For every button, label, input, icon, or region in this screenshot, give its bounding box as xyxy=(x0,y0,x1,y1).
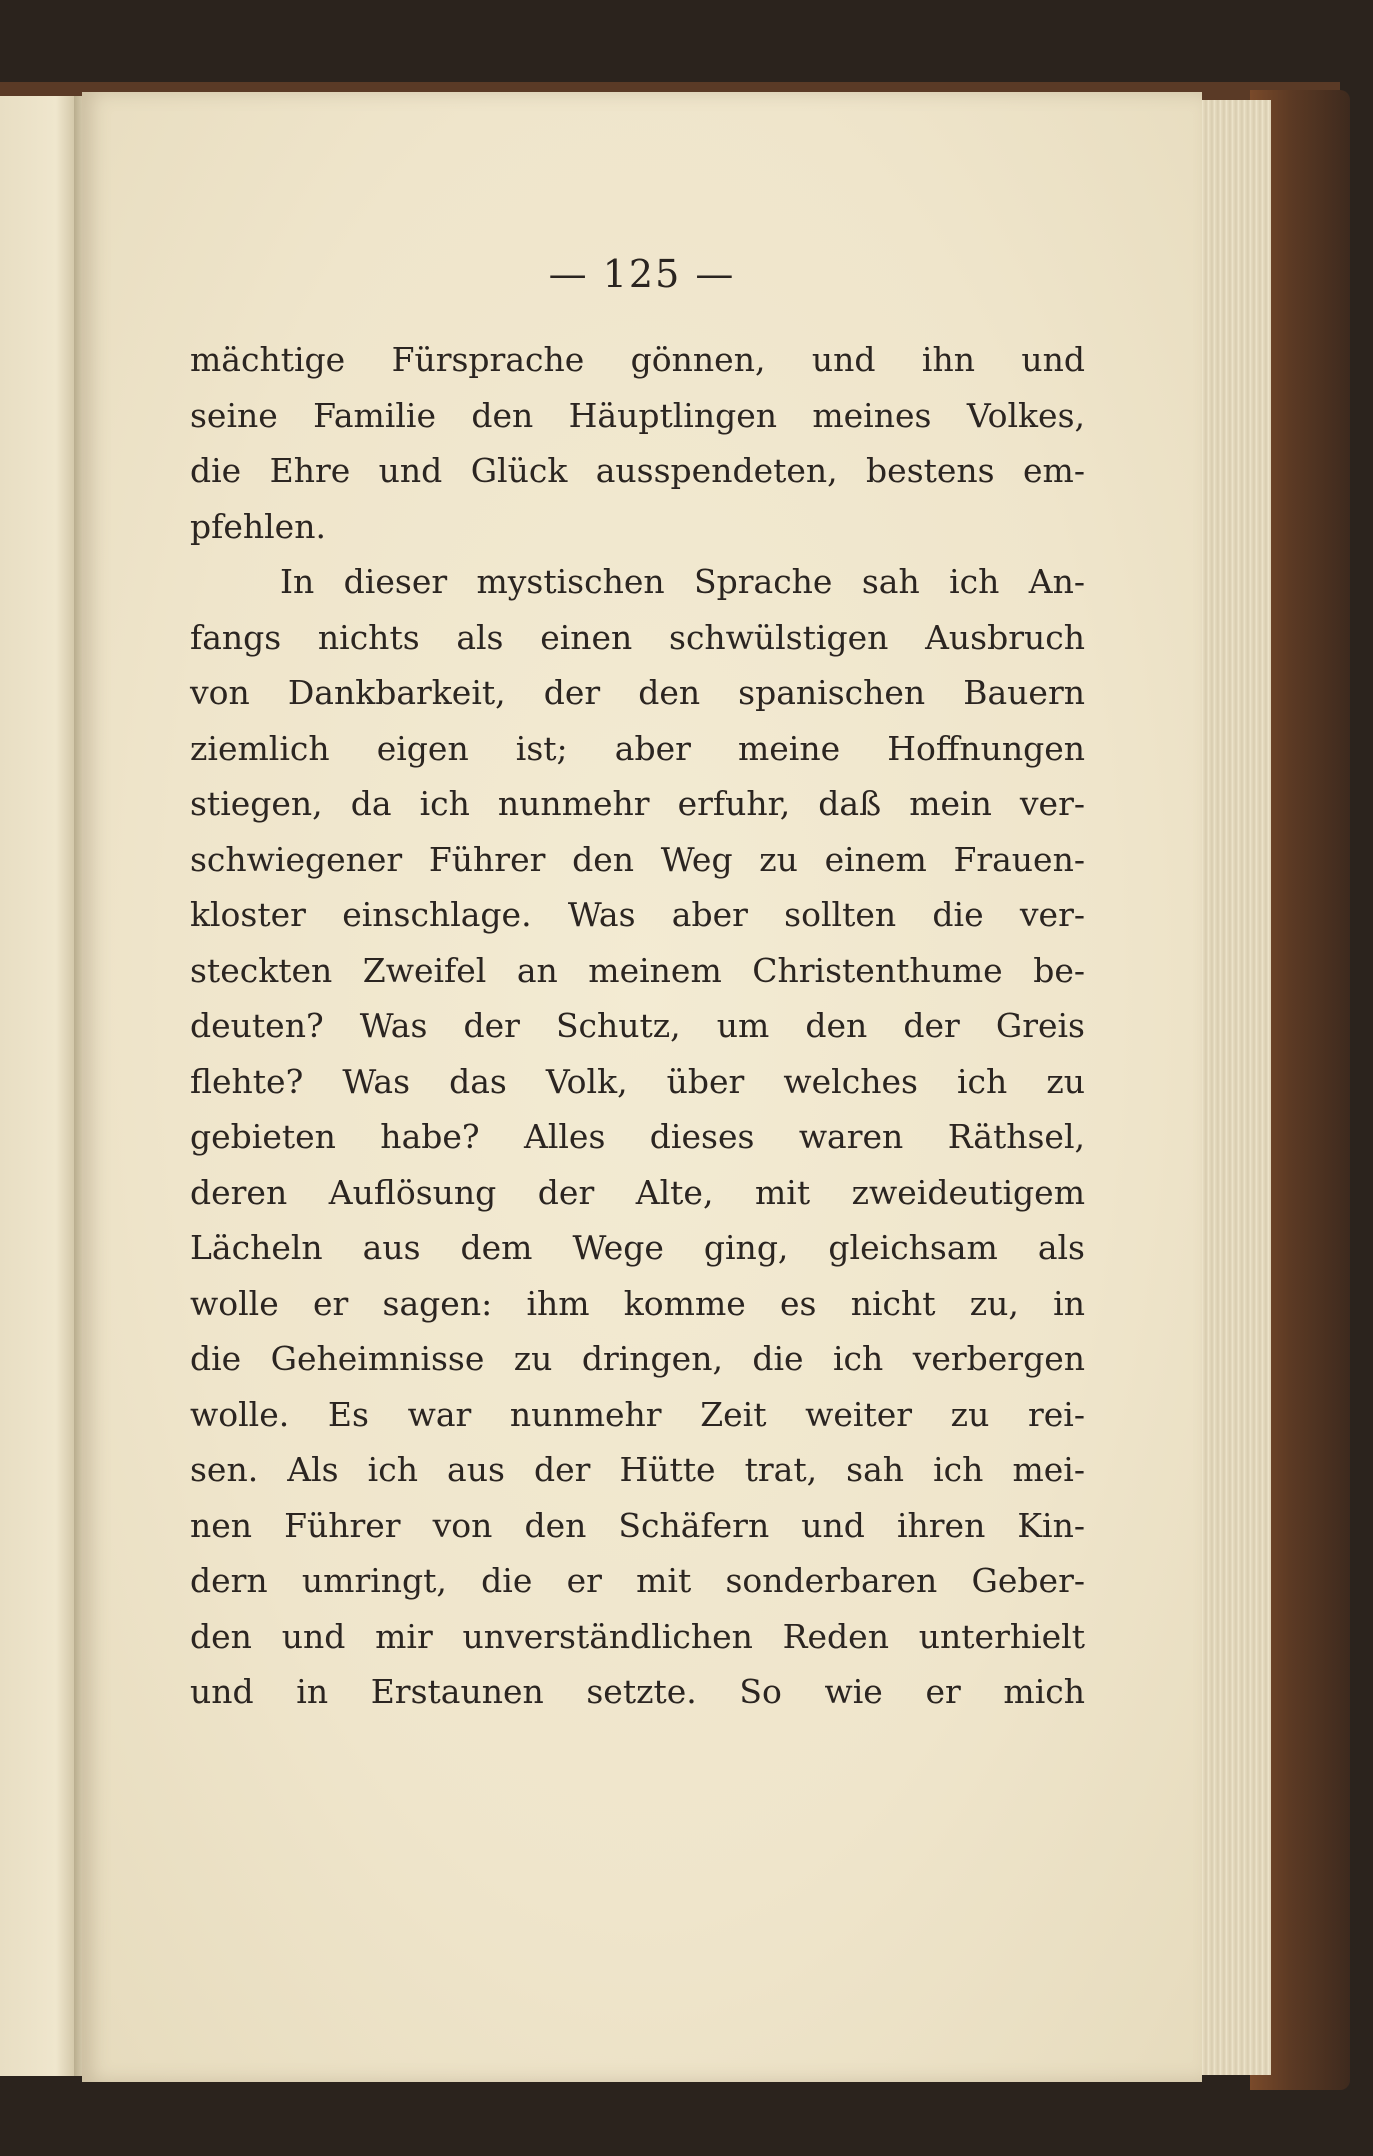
text-line: wolle. Es war nunmehr Zeit weiter zu rei- xyxy=(190,1394,1085,1434)
text-line: Lächeln aus dem Wege ging, gleichsam als xyxy=(190,1228,1085,1267)
text-line: kloster einschlage. Was aber sollten die ver- xyxy=(190,895,1085,934)
text-line: dern umringt, die er mit sonderbaren Geber- xyxy=(190,1561,1085,1600)
book-page xyxy=(82,92,1202,2082)
text-line: fangs nichts als einen schwülstigen Ausbruch xyxy=(190,617,1085,657)
text-line: flehte? Was das Volk, über welches ich zu xyxy=(190,1061,1085,1101)
text-line: wolle er sagen: ihm komme es nicht zu, in xyxy=(190,1283,1085,1323)
text-line: nen Führer von den Schäfern und ihren Kin- xyxy=(190,1505,1085,1545)
text-line: deuten? Was der Schutz, um den der Greis xyxy=(190,1006,1085,1045)
text-line: stiegen, da ich nunmehr erfuhr, daß mein ver- xyxy=(190,784,1085,823)
text-line: von Dankbarkeit, der den spanischen Bauern xyxy=(190,673,1085,712)
text-line: gebieten habe? Alles dieses waren Räthsel, xyxy=(190,1117,1085,1156)
text-line: deren Auflösung der Alte, mit zweideutigem xyxy=(190,1172,1085,1212)
text-line: pfehlen. xyxy=(190,506,326,546)
page-edge-stack xyxy=(1190,100,1271,2075)
text-line: die Ehre und Glück ausspendeten, bestens em- xyxy=(190,451,1085,490)
text-line: ziemlich eigen ist; aber meine Hoffnungen xyxy=(190,728,1085,768)
text-line: In dieser mystischen Sprache sah ich An- xyxy=(280,562,1085,601)
text-line: steckten Zweifel an meinem Christenthume be- xyxy=(190,950,1085,990)
left-facing-page xyxy=(0,96,80,2076)
text-line: sen. Als ich aus der Hütte trat, sah ich mei- xyxy=(190,1450,1085,1489)
text-line: mächtige Fürsprache gönnen, und ihn und xyxy=(190,340,1085,379)
text-line: die Geheimnisse zu dringen, die ich verbergen xyxy=(190,1339,1085,1378)
text-line: und in Erstaunen setzte. So wie er mich xyxy=(190,1672,1085,1711)
text-line: schwiegener Führer den Weg zu einem Frauen- xyxy=(190,839,1085,879)
text-line: seine Familie den Häuptlingen meines Volkes, xyxy=(190,395,1085,435)
text-line: den und mir unverständlichen Reden unterhielt xyxy=(190,1616,1085,1656)
page-number: — 125 — xyxy=(548,252,736,296)
page-text xyxy=(190,332,1085,1720)
